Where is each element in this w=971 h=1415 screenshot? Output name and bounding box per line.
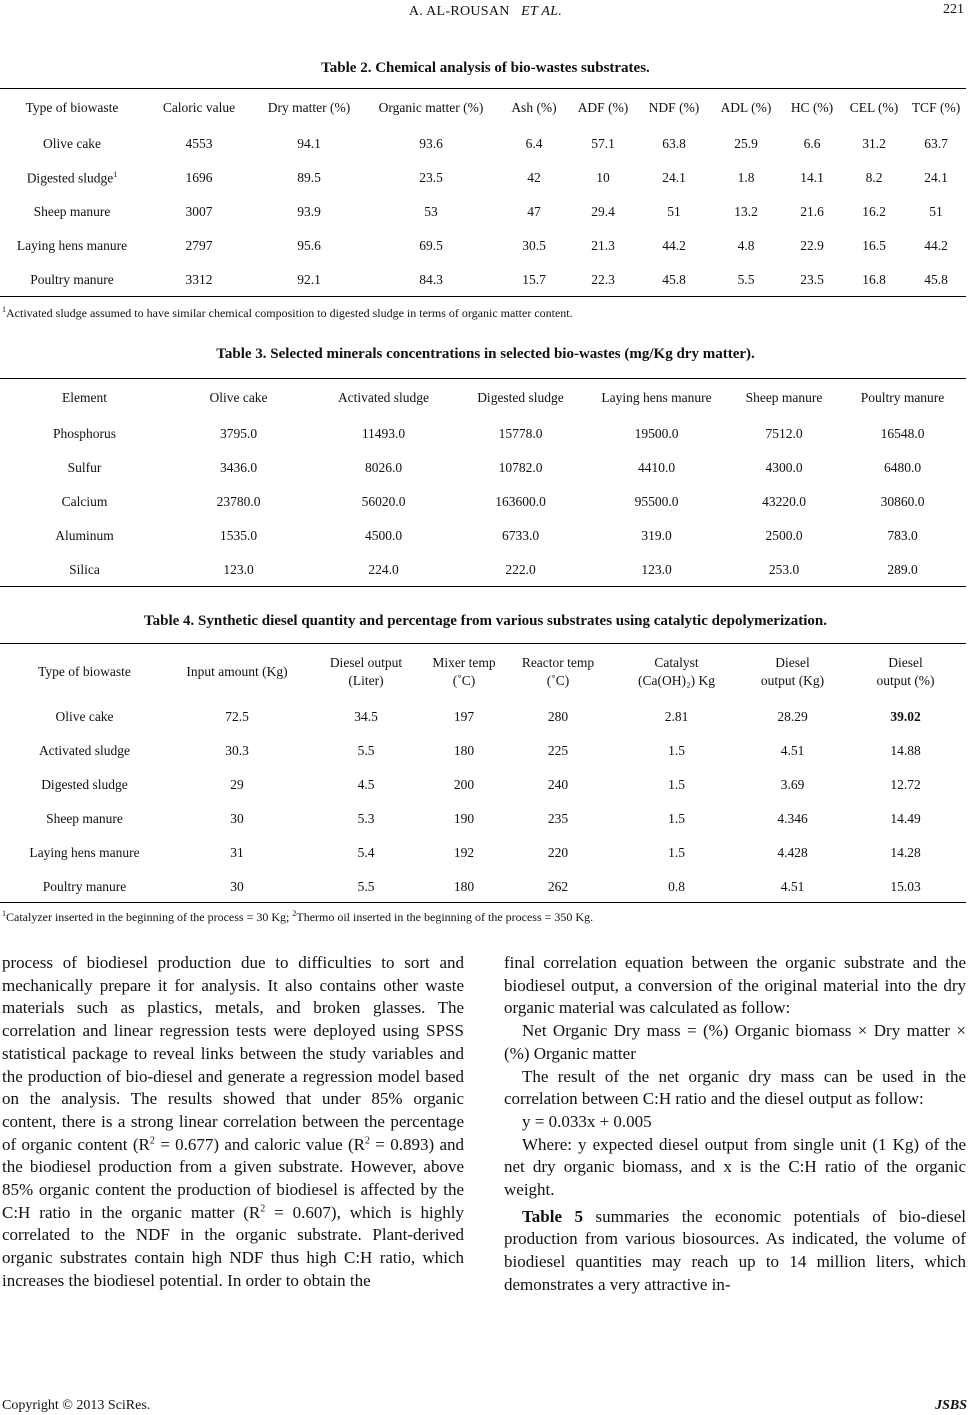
- table3-cell: 11493.0: [361, 426, 406, 441]
- table3-cell: 16548.0: [880, 426, 925, 441]
- table2-cell: 6.4: [525, 136, 543, 151]
- table4-cell: 1.5: [668, 777, 685, 792]
- table2-col-header: Organic matter (%): [378, 100, 484, 115]
- table3-bottom-rule: [0, 586, 966, 587]
- table3-cell: 56020.0: [361, 494, 406, 509]
- table3-cell: 123.0: [223, 562, 254, 577]
- table2-cell: 16.8: [862, 272, 886, 287]
- table2-cell: 63.8: [662, 136, 686, 151]
- table4-col-header: Diesel output (%): [876, 655, 935, 688]
- table2-col-header: ADF (%): [577, 100, 629, 115]
- table4-footnote: $^1$Catalyzer inserted in the beginning of the process = 30 Kg; $^2$Thermo oil inserted in the beginning of the process = 350 Kg.: [2, 909, 594, 924]
- table2-cell: 42: [527, 170, 541, 185]
- table3-col-header: Digested sludge: [477, 390, 564, 405]
- table2-row: [2, 229, 966, 263]
- table2-col-header: Type of biowaste: [25, 100, 119, 115]
- table2-cell: 21.3: [591, 238, 615, 253]
- table4-row: [2, 700, 966, 734]
- table4-row: [2, 768, 966, 802]
- table3-cell: 23780.0: [216, 494, 261, 509]
- table3-cell: 4500.0: [364, 528, 403, 543]
- table4-header-row: [2, 644, 966, 700]
- table2-bottom-rule: [0, 296, 966, 297]
- table2-cell: 47: [527, 204, 541, 219]
- table2-cell: 1.8: [737, 170, 755, 185]
- table4-cell: Olive cake: [55, 709, 114, 724]
- table4-cell: Sheep manure: [46, 811, 123, 826]
- table4-col-header: Diesel output (Liter): [329, 655, 403, 688]
- table2-cell: 3312: [185, 272, 213, 287]
- table3-cell: 163600.0: [495, 494, 546, 509]
- table4-cell: 3.69: [780, 777, 805, 792]
- table2-cell: 63.7: [924, 136, 948, 151]
- table2-cell: 23.5: [800, 272, 824, 287]
- table2-cell: 2797: [185, 238, 213, 253]
- table4-cell: Laying hens manure: [29, 845, 140, 860]
- table3-body: [2, 417, 966, 587]
- table4-cell: 280: [547, 709, 569, 724]
- table4-bottom-rule: [0, 902, 966, 903]
- table4-cell: 4.5: [357, 777, 375, 792]
- table4-cell: 200: [453, 777, 475, 792]
- table2-cell: 22.3: [591, 272, 615, 287]
- table3-cell: 2500.0: [765, 528, 803, 543]
- body-paragraph: Where: y expected diesel output from single unit (1 Kg) of the net dry organic biomass, and x is the C:H ratio of the organic weight.: [504, 1134, 966, 1200]
- body-left-column: [2, 952, 464, 1293]
- table2-cell: 14.1: [800, 170, 824, 185]
- table4-row: [2, 836, 966, 870]
- table4-cell: 240: [547, 777, 569, 792]
- table3-col-header: Poultry manure: [860, 390, 945, 405]
- table3-cell: 1535.0: [219, 528, 258, 543]
- table4-cell: 5.4: [357, 845, 375, 860]
- table2-row: [2, 127, 966, 161]
- table3-col-header: Olive cake: [209, 390, 268, 405]
- table2-cell: 25.9: [734, 136, 758, 151]
- table2-cell-name: Digested sludge$^1$: [26, 169, 118, 186]
- table2-cell: 4553: [185, 136, 213, 151]
- table2-cell: 44.2: [662, 238, 686, 253]
- table4-cell: 1.5: [668, 845, 685, 860]
- table4-cell: 30: [230, 879, 244, 894]
- table3-col-header: Sheep manure: [745, 390, 823, 405]
- table2-row: [2, 263, 966, 297]
- table4-cell: Poultry manure: [42, 879, 127, 894]
- table3-cell: 3436.0: [219, 460, 258, 475]
- table3-cell: 30860.0: [880, 494, 925, 509]
- table4-cell: 14.28: [890, 845, 921, 860]
- table4: [2, 644, 966, 904]
- table2-row: [2, 195, 966, 229]
- table3-cell: Calcium: [61, 494, 108, 509]
- table4-cell: 34.5: [354, 709, 378, 724]
- table2-cell: 1696: [185, 170, 213, 185]
- table3-row: [2, 485, 966, 519]
- table2-cell: 95.6: [297, 238, 321, 253]
- table2-cell: 29.4: [591, 204, 615, 219]
- table4-cell: 15.03: [890, 879, 921, 894]
- table2-cell: 4.8: [737, 238, 755, 253]
- table4-cell: 4.51: [780, 743, 805, 758]
- table4-cell: 14.49: [890, 811, 921, 826]
- table4-cell: 220: [547, 845, 569, 860]
- body-paragraph: Table 5 summaries the economic potentials of bio-diesel production from various biosources. As indicated, the volume of biodiesel quantities may reach up to 14 million liters, which demonstrates a very attractive in-: [504, 1206, 966, 1294]
- table4-cell: 262: [547, 879, 569, 894]
- table2-cell: 89.5: [297, 170, 321, 185]
- table4-body: [2, 700, 966, 904]
- table4-col-header: Reactor temp (˚C): [521, 655, 595, 688]
- table3-row: [2, 519, 966, 553]
- table2-cell: 45.8: [924, 272, 948, 287]
- table2-cell: 15.7: [522, 272, 546, 287]
- table2-cell-name: Olive cake: [42, 136, 102, 151]
- table3-cell: Silica: [69, 562, 100, 577]
- body-paragraph: process of biodiesel production due to difficulties to sort and mechanically prepare it for analysis. It also contains other waste materials such as plastics, metals, and broken glasses. The correlation and linear regression tests were deployed using SPSS statistical package to reveal links between the study variables and the production of bio-diesel and generate a regression model based on the analysis. The results showed that under 85% organic content, there is a strong linear correlation between the percentage of organic content $(R^2 = 0.677)$ and caloric value $(R^2 = 0.893)$ and the biodiesel production from a given substrate. However, above 85% organic content the production of biodiesel is affected by the C:H ratio in the organic matter $(R^2 = 0.607)$, which is highly correlated to the NDF in the organic substrate. Plant-derived organic substrates contain high NDF thus high C:H ratio, which increases the biodiesel potential. In order to obtain the: [2, 953, 464, 1290]
- table2-cell: 45.8: [662, 272, 686, 287]
- table4-cell: 31: [230, 845, 244, 860]
- table2-col-header: Caloric value: [162, 100, 236, 115]
- table4-col-header: Mixer temp (˚C): [432, 655, 496, 688]
- table2-cell: 16.2: [862, 204, 886, 219]
- table3-cell: 8026.0: [364, 460, 403, 475]
- table3-cell: 289.0: [887, 562, 918, 577]
- table3-col-header: Activated sludge: [337, 390, 430, 405]
- table2-cell: 8.2: [865, 170, 883, 185]
- table2-cell: 5.5: [737, 272, 755, 287]
- table4-cell: 4.428: [777, 845, 808, 860]
- running-header: [0, 2, 971, 24]
- table4-cell: 28.29: [777, 709, 808, 724]
- table3: [2, 379, 966, 587]
- table2-col-header: NDF (%): [648, 100, 700, 115]
- table4-cell: 1.5: [668, 811, 685, 826]
- table4-cell: 30.3: [225, 743, 249, 758]
- table2-cell: 6.6: [803, 136, 821, 151]
- table2-col-header: CEL (%): [849, 100, 899, 115]
- table3-row: [2, 451, 966, 485]
- table4-cell: 4.51: [780, 879, 805, 894]
- table4-cell: 197: [453, 709, 475, 724]
- table2-cell: 53: [424, 204, 438, 219]
- table3-header-row: [2, 379, 966, 417]
- table3-col-header: Laying hens manure: [601, 390, 712, 405]
- table4-cell: 39.02: [890, 709, 921, 724]
- table2-cell: 69.5: [419, 238, 443, 253]
- table2-cell: 51: [929, 204, 943, 219]
- running-head: A. AL-ROUSAN ET AL.: [408, 4, 563, 19]
- table2-cell: 16.5: [862, 238, 886, 253]
- table4-cell: 0.8: [668, 879, 685, 894]
- table3-col-header: Element: [62, 390, 107, 405]
- table2-col-header: HC (%): [790, 100, 834, 115]
- table2-cell-name: Poultry manure: [30, 272, 114, 287]
- equation-net-organic: Net Organic Dry mass = (%) Organic biomass × Dry matter × (%) Organic matter: [504, 1021, 966, 1063]
- table3-cell: 10782.0: [498, 460, 543, 475]
- table3-cell: 4300.0: [765, 460, 803, 475]
- page-footer: [2, 1398, 967, 1414]
- table3-cell: 3795.0: [219, 426, 258, 441]
- table2-cell: 93.9: [297, 204, 321, 219]
- table3-cell: 4410.0: [637, 460, 676, 475]
- table2-cell: 44.2: [924, 238, 948, 253]
- table3-caption: Table 3. Selected minerals concentrations in selected bio-wastes (mg/Kg dry matter).: [216, 346, 755, 362]
- table2-cell-name: Laying hens manure: [16, 238, 128, 253]
- table3-cell: 222.0: [505, 562, 536, 577]
- table4-cell: 180: [453, 743, 475, 758]
- table4-cell: 225: [547, 743, 569, 758]
- table2-footnote: $^1$Activated sludge assumed to have similar chemical composition to digested sludge in terms of organic matter content.: [2, 305, 573, 320]
- table2-col-header: Dry matter (%): [267, 100, 351, 115]
- table3-cell: Sulfur: [67, 460, 102, 475]
- table4-row: [2, 870, 966, 904]
- table3-cell: 7512.0: [765, 426, 803, 441]
- table2-col-header: ADL (%): [720, 100, 772, 115]
- table4-cell: Digested sludge: [41, 777, 128, 792]
- body-paragraph: final correlation equation between the organic substrate and the biodiesel output, a conversion of the original material into the dry organic material was calculated as follow:: [504, 953, 966, 1018]
- table4-cell: 235: [547, 811, 569, 826]
- table3-cell: Phosphorus: [52, 426, 116, 441]
- table4-cell: 2.81: [664, 709, 689, 724]
- table2-row: [2, 161, 966, 195]
- table2-cell: 21.6: [800, 204, 824, 219]
- table2-cell: 13.2: [734, 204, 758, 219]
- table4-cell: 190: [453, 811, 475, 826]
- table4-cell: 29: [230, 777, 244, 792]
- table2-header-row: [2, 89, 966, 127]
- table2-cell: 93.6: [419, 136, 443, 151]
- table2-cell: 24.1: [662, 170, 686, 185]
- table2-caption: Table 2. Chemical analysis of bio-wastes substrates.: [321, 60, 650, 76]
- table2-col-header: Ash (%): [511, 100, 557, 115]
- table4-cell: 5.5: [357, 743, 375, 758]
- table2-body: [2, 127, 966, 297]
- body-paragraph: The result of the net organic dry mass can be used in the correlation between C:H ratio and the diesel output as follow:: [504, 1066, 966, 1109]
- body-right-column: [504, 952, 966, 1297]
- copyright: Copyright © 2013 SciRes.: [2, 1398, 151, 1413]
- table2-cell: 24.1: [924, 170, 948, 185]
- table2-cell: 30.5: [522, 238, 546, 253]
- table2-cell: 94.1: [297, 136, 321, 151]
- table4-row: [2, 802, 966, 836]
- table4-col-header: Catalyst (Ca(OH)₂) Kg: [637, 655, 716, 688]
- table4-col-header: Diesel output (Kg): [760, 655, 825, 688]
- table2: [2, 89, 966, 297]
- equation-regression: y = 0.033x + 0.005: [522, 1111, 652, 1131]
- table3-cell: 6480.0: [883, 460, 922, 475]
- table3-row: [2, 553, 966, 587]
- table2-col-header: TCF (%): [911, 100, 961, 115]
- table4-cell: 180: [453, 879, 475, 894]
- journal-name: JSBS: [935, 1398, 967, 1413]
- table3-row: [2, 417, 966, 451]
- table4-cell: 72.5: [225, 709, 249, 724]
- table2-cell: 57.1: [591, 136, 615, 151]
- table2-cell: 31.2: [862, 136, 886, 151]
- table3-cell: 319.0: [641, 528, 672, 543]
- table2-cell: 51: [667, 204, 681, 219]
- table2-cell: 92.1: [297, 272, 321, 287]
- table4-cell: 1.5: [668, 743, 685, 758]
- table3-cell: 253.0: [768, 562, 800, 577]
- table4-cell: 192: [453, 845, 475, 860]
- table4-col-header: Type of biowaste: [38, 664, 131, 679]
- table3-cell: 6733.0: [501, 528, 540, 543]
- table4-cell: 14.88: [890, 743, 921, 758]
- table4-cell: 4.346: [777, 811, 808, 826]
- table4-cell: 12.72: [890, 777, 921, 792]
- table4-cell: 5.3: [357, 811, 375, 826]
- table3-cell: Aluminum: [55, 528, 114, 543]
- table4-cell: 30: [230, 811, 244, 826]
- table2-cell: 10: [596, 170, 610, 185]
- table2-cell-name: Sheep manure: [33, 204, 111, 219]
- table3-cell: 224.0: [368, 562, 399, 577]
- table3-cell: 43220.0: [762, 494, 806, 509]
- table2-cell: 3007: [185, 204, 213, 219]
- table2-cell: 23.5: [419, 170, 443, 185]
- table2-cell: 22.9: [800, 238, 824, 253]
- table2-cell: 84.3: [419, 272, 443, 287]
- table3-cell: 15778.0: [498, 426, 543, 441]
- table4-caption: Table 4. Synthetic diesel quantity and percentage from various substrates using catalytic depolymerization.: [143, 613, 828, 629]
- page-number: 221: [943, 2, 964, 17]
- table4-cell: Activated sludge: [38, 743, 131, 758]
- table4-col-header: Input amount (Kg): [186, 664, 288, 679]
- table4-row: [2, 734, 966, 768]
- table4-cell: 5.5: [357, 879, 375, 894]
- table3-cell: 95500.0: [634, 494, 679, 509]
- table3-cell: 783.0: [887, 528, 918, 543]
- table3-cell: 19500.0: [634, 426, 679, 441]
- table3-cell: 123.0: [641, 562, 672, 577]
